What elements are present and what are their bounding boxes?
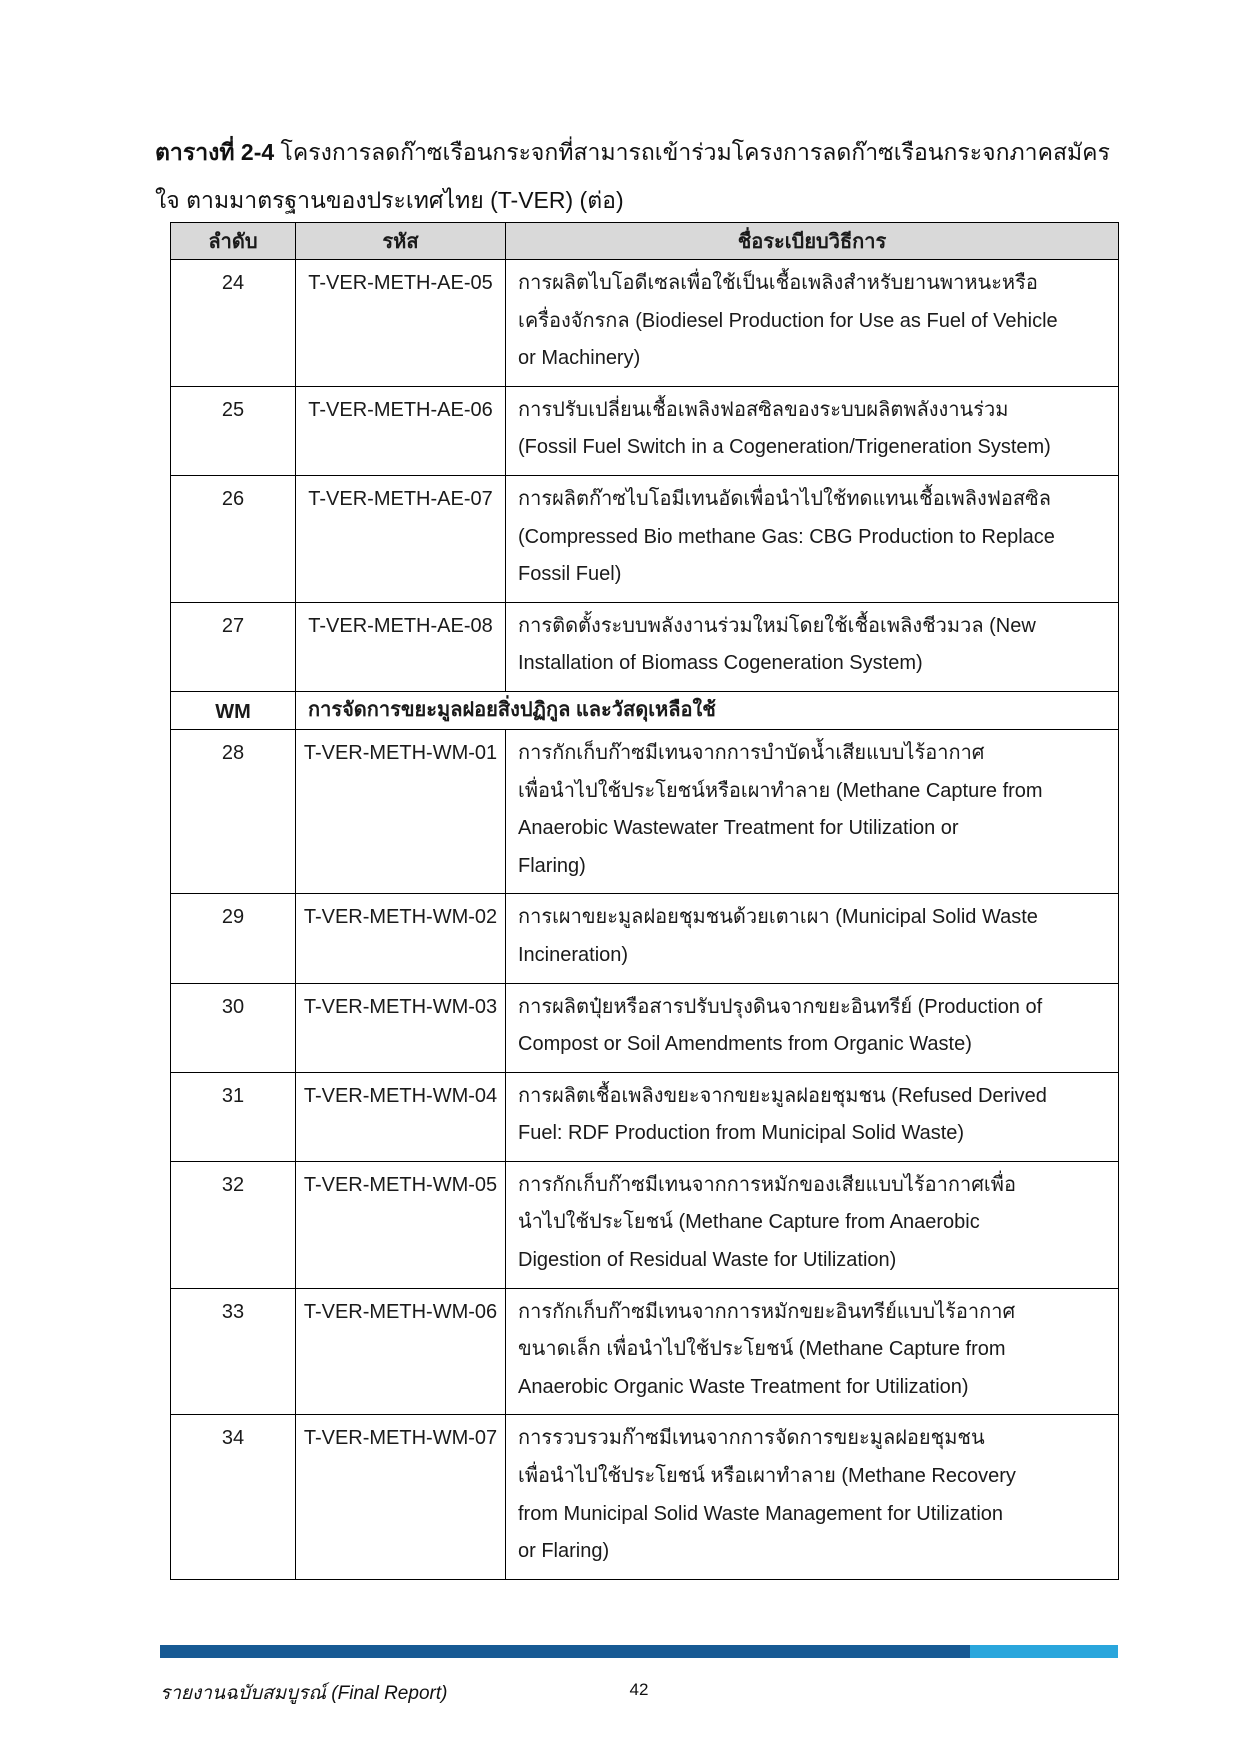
table-caption-line2: ตามมาตรฐานของประเทศไทย (T-VER) (ต่อ) — [186, 187, 624, 213]
header-code: รหัส — [296, 223, 506, 260]
table-row — [171, 1288, 1119, 1415]
methodology-name-line: Anaerobic Wastewater Treatment for Utilization or — [518, 817, 959, 840]
table-row — [171, 1161, 1119, 1288]
table-row — [171, 729, 1119, 893]
methodology-name-line: or Machinery) — [518, 347, 641, 370]
methodology-name-line: Fossil Fuel) — [518, 563, 622, 586]
header-no: ลำดับ — [171, 223, 296, 260]
table-caption-text: โครงการลดก๊าซเรือนกระจกที่สามารถเข้าร่วมโครงการลดก๊าซเรือนกระจกภาคสมัครใจ — [155, 139, 1110, 213]
methodology-name-line: (Fossil Fuel Switch in a Cogeneration/Trigeneration System) — [518, 436, 1051, 459]
methodology-name-line: การผลิตเชื้อเพลิงขยะจากขยะมูลฝอยชุมชน (Refused Derived — [518, 1084, 1047, 1107]
row-code: T-VER-METH-AE-08 — [296, 602, 506, 691]
header-name: ชื่อระเบียบวิธีการ — [506, 223, 1119, 260]
methodology-name-line: การกักเก็บก๊าซมีเทนจากการบำบัดน้ำเสียแบบไร้อากาศ — [518, 741, 985, 764]
row-methodology-name — [506, 894, 1119, 983]
row-methodology-name — [506, 1072, 1119, 1161]
row-code: T-VER-METH-WM-03 — [296, 983, 506, 1072]
row-methodology-name — [506, 260, 1119, 387]
row-code: T-VER-METH-WM-01 — [296, 729, 506, 893]
row-code: T-VER-METH-WM-02 — [296, 894, 506, 983]
table-caption — [155, 128, 1120, 224]
table-header — [171, 223, 1119, 260]
methodology-name-line: การผลิตไบโอดีเซลเพื่อใช้เป็นเชื้อเพลิงสำหรับยานพาหนะหรือ — [518, 272, 1038, 294]
row-methodology-name — [506, 475, 1119, 602]
page-footer — [160, 1678, 1118, 1708]
row-methodology-name — [506, 729, 1119, 893]
methodology-name-line: Incineration) — [518, 943, 629, 966]
row-code: T-VER-METH-AE-05 — [296, 260, 506, 387]
methodology-name-line: เพื่อนำไปใช้ประโยชน์หรือเผาทำลาย (Methane Capture from — [518, 779, 1043, 802]
row-methodology-name — [506, 1415, 1119, 1579]
section-row — [171, 691, 1119, 729]
row-number: 34 — [171, 1415, 296, 1579]
row-methodology-name — [506, 1288, 1119, 1415]
row-code: T-VER-METH-AE-07 — [296, 475, 506, 602]
footer-report-label: รายงานฉบับสมบูรณ์ (Final Report) — [160, 1683, 448, 1704]
methodology-name-line: การเผาขยะมูลฝอยชุมชนด้วยเตาเผา (Municipal Solid Waste — [518, 906, 1038, 929]
table-row — [171, 894, 1119, 983]
section-title: การจัดการขยะมูลฝอยสิ่งปฏิกูล และวัสดุเหลือใช้ — [296, 691, 1119, 729]
table-row — [171, 1072, 1119, 1161]
methodology-name-line: or Flaring) — [518, 1540, 610, 1563]
methodology-name-line: การกักเก็บก๊าซมีเทนจากการหมักของเสียแบบไร้อากาศเพื่อ — [518, 1173, 1016, 1196]
table-caption-number: ตารางที่ 2-4 — [155, 139, 275, 165]
row-code: T-VER-METH-WM-06 — [296, 1288, 506, 1415]
row-methodology-name — [506, 386, 1119, 475]
row-number: 25 — [171, 386, 296, 475]
methodology-table — [170, 222, 1119, 1580]
section-code: WM — [171, 691, 296, 729]
methodology-name-line: from Municipal Solid Waste Management for Utilization — [518, 1502, 1004, 1525]
row-code: T-VER-METH-AE-06 — [296, 386, 506, 475]
methodology-name-line: เครื่องจักรกล (Biodiesel Production for Use as Fuel of Vehicle — [518, 309, 1058, 332]
table-row — [171, 983, 1119, 1072]
footer-page-number: 42 — [629, 1680, 649, 1699]
table-row — [171, 386, 1119, 475]
row-methodology-name — [506, 1161, 1119, 1288]
header-row — [171, 223, 1119, 260]
methodology-name-line: Digestion of Residual Waste for Utilization) — [518, 1249, 897, 1272]
methodology-name-line: Fuel: RDF Production from Municipal Solid Waste) — [518, 1122, 965, 1145]
row-code: T-VER-METH-WM-05 — [296, 1161, 506, 1288]
methodology-name-line: การผลิตปุ๋ยหรือสารปรับปรุงดินจากขยะอินทรีย์ (Production of — [518, 995, 1043, 1018]
footer-divider-bar — [160, 1645, 1118, 1658]
row-code: T-VER-METH-WM-04 — [296, 1072, 506, 1161]
table-row — [171, 260, 1119, 387]
table-row — [171, 475, 1119, 602]
methodology-name-line: การรวบรวมก๊าซมีเทนจากการจัดการขยะมูลฝอยชุมชน — [518, 1427, 985, 1450]
row-number: 30 — [171, 983, 296, 1072]
methodology-name-line: การปรับเปลี่ยนเชื้อเพลิงฟอสซิลของระบบผลิตพลังงานร่วม — [518, 398, 1009, 421]
methodology-name-line: เพื่อนำไปใช้ประโยชน์ หรือเผาทำลาย (Methane Recovery — [518, 1465, 1016, 1488]
methodology-name-line: ขนาดเล็ก เพื่อนำไปใช้ประโยชน์ (Methane Capture from — [518, 1338, 1006, 1361]
methodology-name-line: การกักเก็บก๊าซมีเทนจากการหมักขยะอินทรีย์แบบไร้อากาศ — [518, 1300, 1016, 1323]
row-number: 31 — [171, 1072, 296, 1161]
methodology-name-line: การติดตั้งระบบพลังงานร่วมใหม่โดยใช้เชื้อเพลิงชีวมวล (New — [518, 614, 1036, 637]
methodology-name-line: Installation of Biomass Cogeneration System) — [518, 652, 923, 675]
methodology-name-line: นำไปใช้ประโยชน์ (Methane Capture from Anaerobic — [518, 1211, 980, 1234]
row-number: 27 — [171, 602, 296, 691]
row-number: 24 — [171, 260, 296, 387]
methodology-name-line: Anaerobic Organic Waste Treatment for Utilization) — [518, 1375, 969, 1398]
methodology-table-body — [171, 260, 1119, 1580]
table-row — [171, 602, 1119, 691]
row-number: 32 — [171, 1161, 296, 1288]
row-methodology-name — [506, 983, 1119, 1072]
row-number: 29 — [171, 894, 296, 983]
methodology-name-line: การผลิตก๊าซไบโอมีเทนอัดเพื่อนำไปใช้ทดแทนเชื้อเพลิงฟอสซิล — [518, 487, 1051, 510]
row-number: 28 — [171, 729, 296, 893]
methodology-name-line: (Compressed Bio methane Gas: CBG Production to Replace — [518, 525, 1055, 548]
table-row — [171, 1415, 1119, 1579]
row-code: T-VER-METH-WM-07 — [296, 1415, 506, 1579]
methodology-name-line: Compost or Soil Amendments from Organic Waste) — [518, 1033, 972, 1056]
methodology-name-line: Flaring) — [518, 854, 586, 877]
row-number: 26 — [171, 475, 296, 602]
row-methodology-name — [506, 602, 1119, 691]
footer-bar-light-segment — [970, 1645, 1119, 1658]
row-number: 33 — [171, 1288, 296, 1415]
footer-bar-dark-segment — [160, 1645, 970, 1658]
